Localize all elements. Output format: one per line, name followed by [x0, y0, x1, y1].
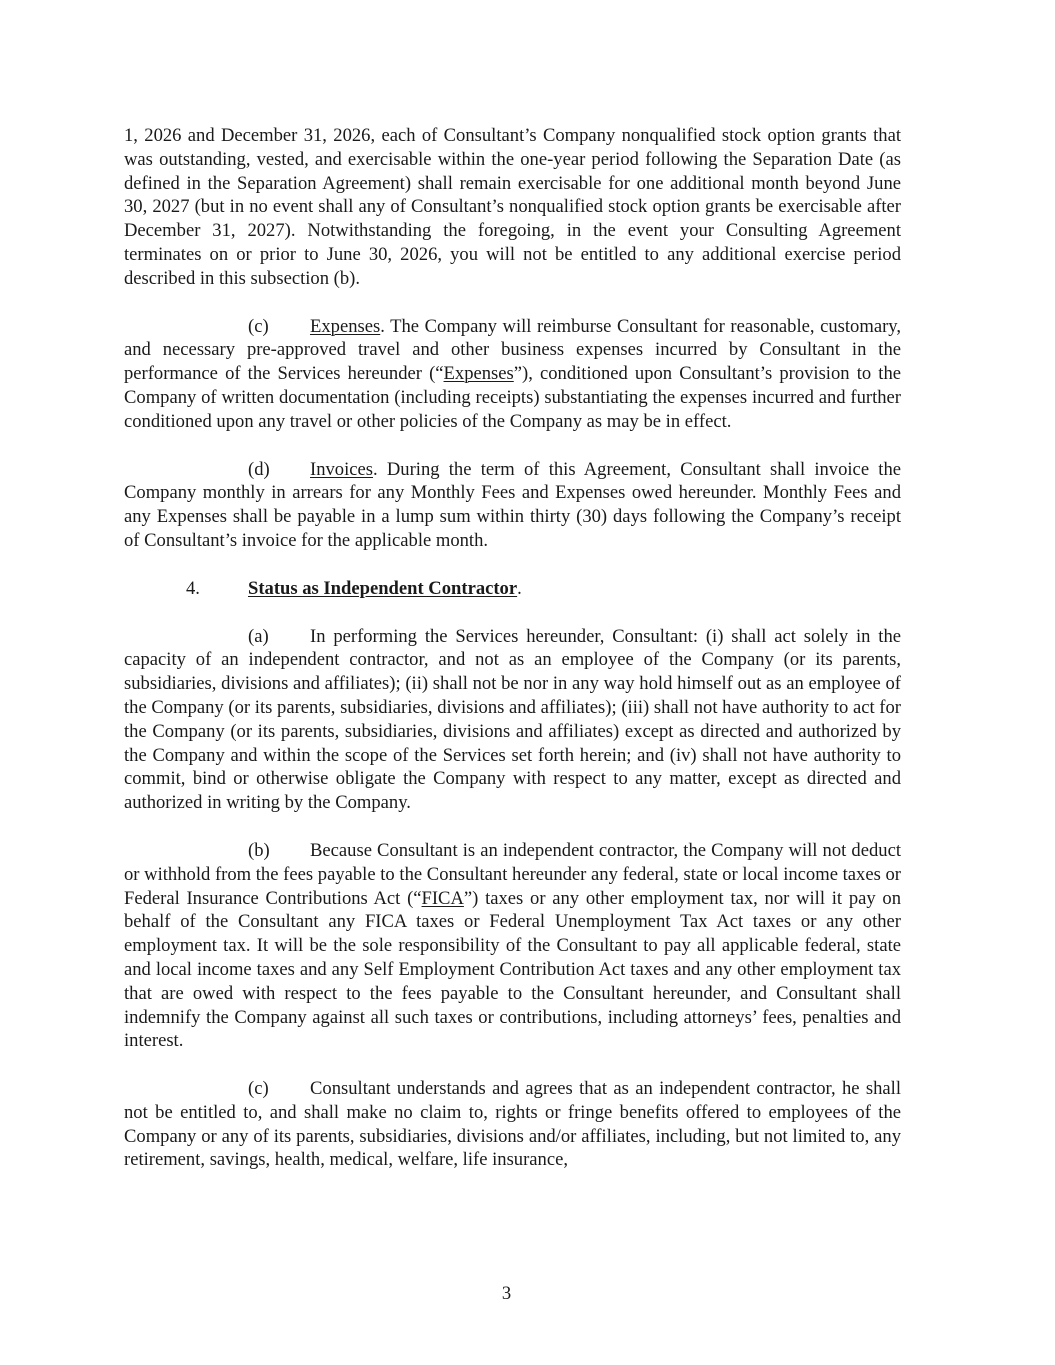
subsection-text: Because Consultant is an independent contractor, the Company will not deduct or withhold from the fees payable to the Consultant hereunder any federal, state or local income taxes or Federal Insurance Contributions Act (“ — [124, 839, 901, 909]
section-number: 4. — [186, 577, 200, 599]
page-number: 3 — [501, 1283, 512, 1304]
section-title: Status as Independent Contractor — [248, 577, 518, 599]
subsection-label: (c) — [248, 1078, 269, 1100]
paragraph-gap — [124, 601, 901, 625]
section-title-suffix: . — [517, 577, 522, 599]
section-4-heading — [124, 577, 901, 601]
defined-term: FICA — [421, 887, 464, 909]
subsection-label: (c) — [248, 315, 269, 337]
subsection-d-invoices — [124, 458, 901, 553]
subsection-4a — [124, 625, 901, 815]
subsection-text: ”) taxes or any other employment tax, nor will it pay on behalf of the Consultant any FICA taxes or Federal Unemployment Tax Act taxes or any other employment tax. It will be the sole responsibility of the Consultant to pay all applicable federal, state and local income taxes and any Self Employment Contribution Act taxes and any other employment tax that are owed with respect to the fees payable to the Consultant hereunder, and Consultant shall indemnify the Company against all such taxes or contributions, including attorneys’ fees, penalties and interest. — [124, 887, 901, 1052]
defined-term: Expenses — [443, 363, 514, 385]
continuation-paragraph: 1, 2026 and December 31, 2026, each of Consultant’s Company nonqualified stock option grants that was outstanding, vested, and exercisable within the one-year period following the Separation Date (as defined in the Separation Agreement) shall remain exercisable for one additional month beyond June 30, 2027 (but in no event shall any of Consultant’s nonqualified stock option grants be exercisable after December 31, 2027). Notwithstanding the foregoing, in the event your Consulting Agreement terminates on or prior to June 30, 2026, you will not be entitled to any additional exercise period described in this subsection (b). — [124, 125, 901, 289]
subsection-label: (d) — [248, 458, 270, 480]
subsection-text: . The Company will reimburse Consultant for reasonable, customary, and necessary pre-approved travel and other business expenses incurred by Consultant in the performance of the Services hereunder (“ — [124, 315, 901, 385]
paragraph-gap — [124, 1053, 901, 1077]
subsection-heading: Invoices — [310, 458, 373, 480]
paragraph-gap — [124, 291, 901, 315]
document-page — [124, 124, 901, 1172]
subsection-4b — [124, 839, 901, 1053]
paragraph-gap — [124, 434, 901, 458]
subsection-text: In performing the Services hereunder, Consultant: (i) shall act solely in the capacity of an independent contractor, and not as an employee of the Company (or its parents, subsidiaries, divisions and affiliates); (ii) shall not be nor in any way hold himself out as an employee of the Company (or its parents, subsidiaries, divisions and affiliates); (iii) shall not have authority to act for the Company (or its parents, subsidiaries, divisions and affiliates) except as directed and authorized by the Company and within the scope of the Services set forth herein; and (iv) shall not have authority to commit, bind or otherwise obligate the Company with respect to any matter, except as directed and authorized in writing by the Company. — [124, 625, 901, 814]
subsection-label: (b) — [248, 839, 270, 861]
subsection-text: . During the term of this Agreement, Consultant shall invoice the Company monthly in arrears for any Monthly Fees and Expenses owed hereunder. Monthly Fees and any Expenses shall be payable in a lump sum within thirty (30) days following the Company’s receipt of Consultant’s invoice for the applicable month. — [124, 458, 901, 551]
subsection-4c — [124, 1077, 901, 1172]
subsection-heading: Expenses — [310, 315, 381, 337]
subsection-text: ”), conditioned upon Consultant’s provision to the Company of written documentation (including receipts) substantiating the expenses incurred and further conditioned upon any travel or other policies of the Company as may be in effect. — [124, 363, 902, 432]
subsection-c-expenses — [124, 315, 901, 434]
subsection-text: Consultant understands and agrees that as an independent contractor, he shall not be entitled to, and shall make no claim to, rights or fringe benefits offered to employees of the Company or any of its parents, subsidiaries, divisions and/or affiliates, including, but not limited to, any retirement, savings, health, medical, welfare, life insurance, — [124, 1078, 901, 1171]
paragraph-gap — [124, 553, 901, 577]
subsection-label: (a) — [248, 625, 269, 647]
paragraph-gap — [124, 815, 901, 839]
